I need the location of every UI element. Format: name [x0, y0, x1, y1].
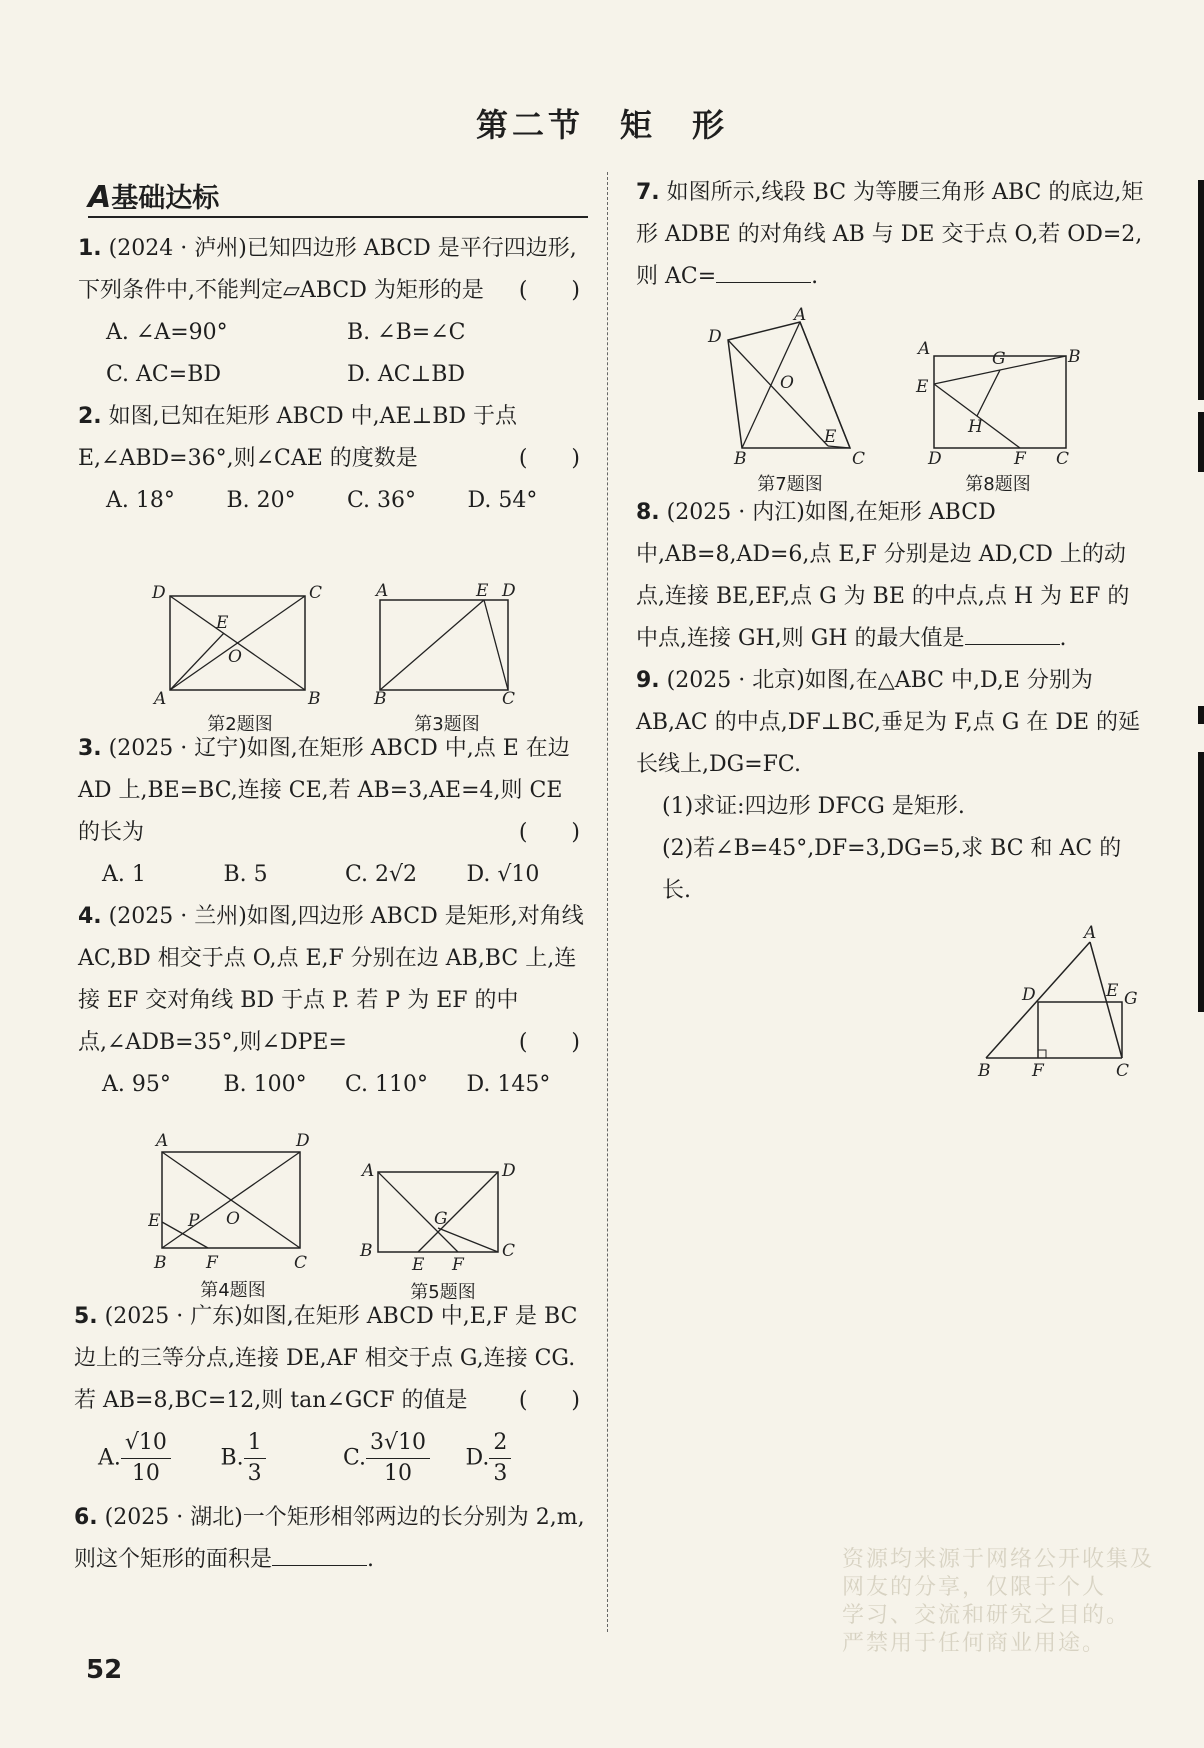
answer-paren: ( ) — [518, 820, 580, 845]
label-A: A — [362, 1161, 375, 1181]
option-c: C. AC=BD — [106, 362, 221, 387]
label-A: A — [156, 1131, 169, 1151]
label-O: O — [228, 647, 242, 667]
question-number: 7. — [636, 180, 660, 205]
question-text: (2024 · 泸州)已知四边形 ABCD 是平行四边形,下列条件中,不能判定▱ABCD 为矩形的是 — [78, 236, 577, 303]
question-number: 1. — [78, 236, 102, 261]
question-2 — [78, 396, 588, 522]
label-A: A — [1084, 924, 1097, 943]
question-8: 8. (2025 · 内江)如图,在矩形 ABCD 中,AB=8,AD=6,点 E,F 分别是边 AD,CD 上的动点,连接 BE,EF,点 G 为 BE 的中点,点 H 为 EF 的中点,连接 GH,则 GH 的最大值是 . — [636, 500, 1130, 651]
label-C: C — [309, 583, 323, 603]
label-B: B — [734, 449, 747, 466]
answer-paren: ( ) — [518, 446, 580, 471]
label-D: D — [708, 327, 722, 347]
label-A: A — [154, 689, 167, 706]
option-c: C. 2√2 — [345, 862, 418, 887]
figure-9 — [970, 924, 1160, 1084]
label-B: B — [1068, 347, 1081, 367]
figure-caption: 第5题图 — [410, 1282, 476, 1303]
option-c: C. 36° — [347, 488, 417, 513]
label-G: G — [434, 1209, 448, 1229]
left-column-2 — [78, 728, 588, 1106]
figure-caption: 第2题图 — [207, 714, 273, 735]
option-b: B. 5 — [223, 862, 268, 887]
label-B: B — [978, 1061, 991, 1081]
label-A: A — [376, 581, 389, 601]
label-A: A — [918, 339, 931, 359]
label-O: O — [780, 373, 794, 393]
option-c: C. $\frac{3√10}{10}$ — [343, 1428, 466, 1489]
label-E: E — [412, 1255, 425, 1274]
page-number: 52 — [86, 1655, 123, 1685]
section-name: 基础达标 — [111, 183, 220, 214]
question-number: 6. — [74, 1505, 98, 1530]
question-text: (2025 · 辽宁)如图,在矩形 ABCD 中,点 E 在边 AD 上,BE=BC,连接 CE,若 AB=3,AE=4,则 CE 的长为 — [78, 736, 570, 845]
figure-caption: 第7题图 — [757, 474, 823, 495]
option-b: B. 100° — [223, 1072, 307, 1097]
option-d: D. 54° — [467, 488, 538, 513]
question-number: 8. — [636, 500, 660, 525]
figure-caption: 第4题图 — [200, 1280, 266, 1301]
option-a: A. ∠A=90° — [106, 320, 228, 345]
label-D: D — [152, 583, 166, 603]
right-column — [636, 172, 1144, 298]
answer-paren: ( ) — [518, 1030, 580, 1055]
label-C: C — [1056, 449, 1070, 466]
option-a: A. 1 — [102, 862, 146, 887]
label-F: F — [1032, 1061, 1044, 1081]
edge-mark — [1198, 412, 1204, 472]
option-d: D. AC⊥BD — [347, 362, 466, 387]
section-heading — [88, 176, 588, 218]
option-a: A. $\frac{√10}{10}$ — [98, 1428, 221, 1489]
right-column-2 — [636, 492, 1144, 912]
question-text: 如图,已知在矩形 ABCD 中,AE⊥BD 于点 E,∠ABD=36°,则∠CAE 的度数是 — [78, 404, 518, 471]
options — [78, 854, 588, 896]
question-text: (2025 · 湖北)一个矩形相邻两边的长分别为 2,m,则这个矩形的面积是 — [74, 1505, 585, 1572]
label-H: H — [968, 417, 983, 437]
options — [78, 480, 588, 522]
question-number: 2. — [78, 404, 102, 429]
label-E: E — [476, 581, 489, 601]
label-B: B — [308, 689, 321, 706]
question-9 — [636, 660, 1144, 912]
label-D: D — [296, 1131, 310, 1151]
label-D: D — [928, 449, 942, 466]
page-title: 第二节 矩 形 — [475, 106, 728, 144]
label-C: C — [502, 1241, 516, 1261]
option-b: B. ∠B=∠C — [347, 320, 466, 345]
options — [74, 1428, 588, 1489]
figure-3 — [362, 578, 532, 735]
rect-abcd — [380, 600, 508, 690]
section-letter: A — [88, 180, 112, 215]
question-number: 5. — [74, 1304, 98, 1329]
question-5 — [74, 1296, 588, 1489]
answer-paren: ( ) — [518, 278, 580, 303]
options — [78, 354, 588, 396]
watermark: 资源均来源于网络公开收集及 网友的分享，仅限于个人 学习、交流和研究之目的。 严禁用于任何商业用途。 — [842, 1547, 1155, 1656]
figure-caption: 第3题图 — [414, 714, 480, 735]
figure-8 — [908, 338, 1088, 495]
label-E: E — [148, 1211, 161, 1231]
answer-blank[interactable] — [272, 1541, 367, 1566]
label-O: O — [226, 1209, 240, 1229]
answer-blank[interactable] — [965, 620, 1060, 645]
option-d: D. $\frac{2}{3}$ — [466, 1428, 589, 1489]
sub-question-2: (2)若∠B=45°,DF=3,DG=5,求 BC 和 AC 的长. — [662, 836, 1122, 903]
question-number: 9. — [636, 668, 660, 693]
option-a: A. 95° — [102, 1072, 171, 1097]
option-d: D. 145° — [466, 1072, 551, 1097]
question-text: (2025 · 兰州)如图,四边形 ABCD 是矩形,对角线 AC,BD 相交于点 O,点 E,F 分别在边 AB,BC 上,连接 EF 交对角线 BD 于点 P. 若 P 为 EF 的中点,∠ADB=35°,则∠DPE= — [78, 904, 584, 1055]
label-D: D — [502, 581, 516, 601]
question-4 — [78, 896, 588, 1106]
option-b: B. 20° — [226, 488, 296, 513]
sub-question-1: (1)求证:四边形 DFCG 是矩形. — [662, 794, 965, 819]
label-C: C — [294, 1253, 308, 1272]
edge-mark — [1198, 180, 1204, 400]
label-D: D — [502, 1161, 516, 1181]
question-3 — [78, 728, 588, 896]
label-B: B — [374, 689, 387, 706]
figure-4 — [148, 1130, 318, 1301]
figure-7 — [700, 306, 880, 495]
label-B: B — [154, 1253, 167, 1272]
edge-mark — [1198, 706, 1204, 724]
column-divider — [607, 172, 608, 1632]
question-text: (2025 · 内江)如图,在矩形 ABCD 中,AB=8,AD=6,点 E,F 分别是边 AD,CD 上的动点,连接 BE,EF,点 G 为 BE 的中点,点 H 为 EF 的中点,连接 GH,则 GH 的最大值是 — [636, 500, 1130, 651]
question-6: 6. (2025 · 湖北)一个矩形相邻两边的长分别为 2,m,则这个矩形的面积是 . — [74, 1505, 585, 1572]
label-P: P — [188, 1211, 200, 1231]
label-F: F — [206, 1253, 218, 1272]
label-F: F — [1014, 449, 1026, 466]
left-column — [78, 228, 588, 522]
question-text: (2025 · 北京)如图,在△ABC 中,D,E 分别为 AB,AC 的中点,DF⊥BC,垂足为 F,点 G 在 DE 的延长线上,DG=FC. — [636, 668, 1141, 777]
label-G: G — [992, 349, 1006, 369]
question-text: (2025 · 广东)如图,在矩形 ABCD 中,E,F 是 BC 边上的三等分点,连接 DE,AF 相交于点 G,连接 CG. 若 AB=8,BC=12,则 tan∠GCF 的值是 — [74, 1304, 578, 1413]
options — [78, 312, 588, 354]
edge-mark — [1198, 752, 1204, 1012]
label-C: C — [1116, 1061, 1130, 1081]
answer-paren: ( ) — [518, 1388, 580, 1413]
option-d: D. √10 — [466, 862, 540, 887]
figure-2 — [150, 582, 330, 735]
label-E: E — [824, 427, 837, 447]
label-G: G — [1124, 989, 1138, 1009]
question-text: 如图所示,线段 BC 为等腰三角形 ABC 的底边,矩形 ADBE 的对角线 AB 与 DE 交于点 O,若 OD=2,则 AC= — [636, 180, 1144, 289]
label-E: E — [916, 377, 929, 397]
label-E: E — [1106, 981, 1119, 1001]
label-C: C — [502, 689, 516, 706]
question-1 — [78, 228, 588, 396]
figure-5 — [358, 1158, 528, 1303]
figure-caption: 第8题图 — [965, 474, 1031, 495]
label-A: A — [794, 306, 807, 325]
question-number: 4. — [78, 904, 102, 929]
label-E: E — [216, 613, 229, 633]
label-D: D — [1022, 985, 1036, 1005]
question-7: 7. 如图所示,线段 BC 为等腰三角形 ABC 的底边,矩形 ADBE 的对角线 AB 与 DE 交于点 O,若 OD=2,则 AC= . — [636, 180, 1144, 289]
answer-blank[interactable] — [716, 258, 811, 283]
option-c: C. 110° — [345, 1072, 429, 1097]
question-number: 3. — [78, 736, 102, 761]
left-column-3 — [74, 1296, 588, 1581]
option-b: B. $\frac{1}{3}$ — [221, 1428, 344, 1489]
options — [78, 1064, 588, 1106]
label-B: B — [360, 1241, 373, 1261]
label-F: F — [452, 1255, 464, 1274]
label-C: C — [852, 449, 866, 466]
option-a: A. 18° — [106, 488, 175, 513]
